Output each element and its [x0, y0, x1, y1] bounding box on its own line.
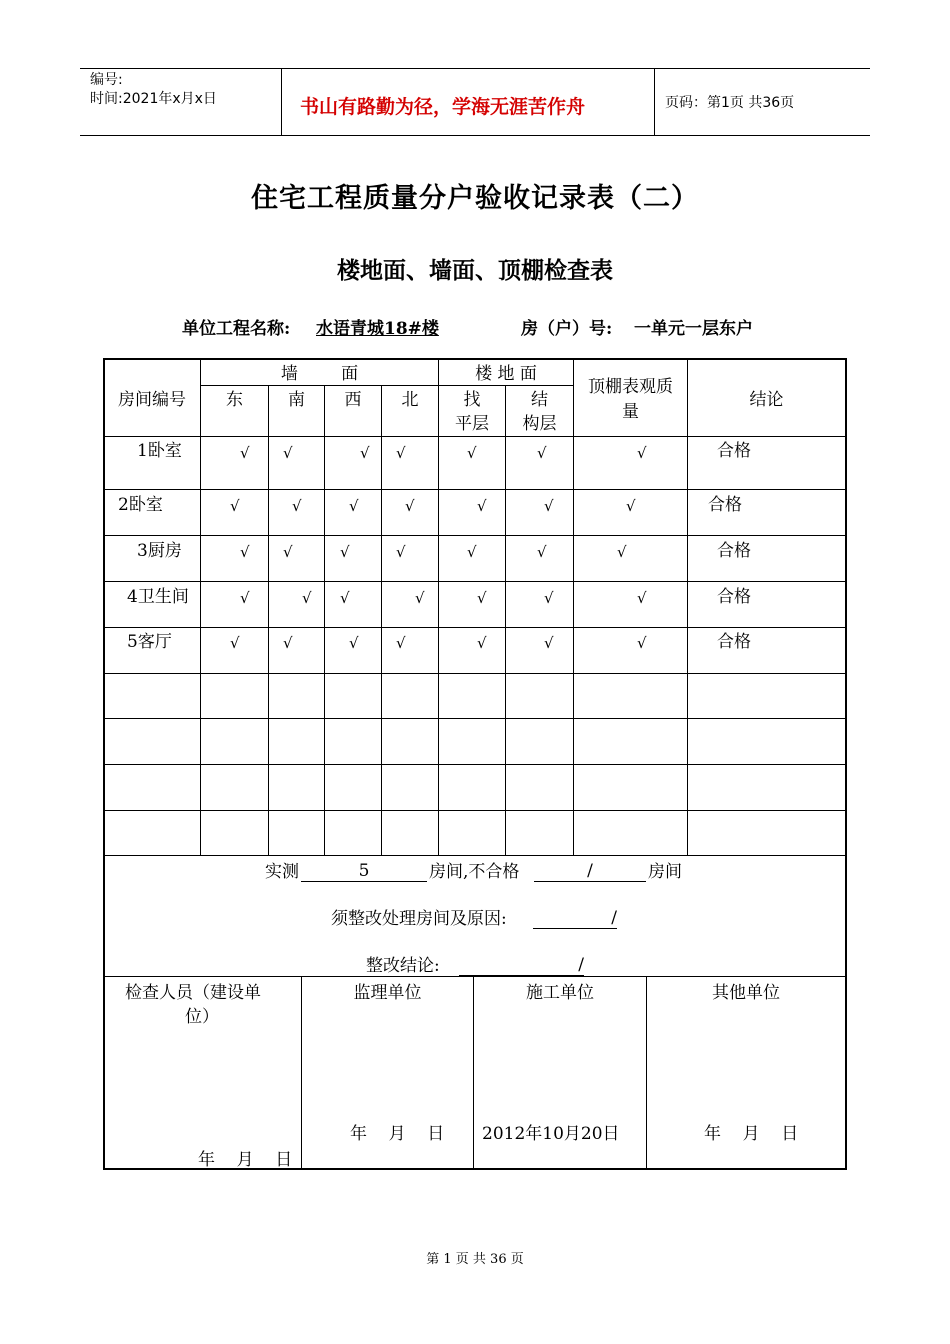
check-mark: √ [240, 543, 250, 561]
table-rule [268, 385, 269, 855]
col-header-structure-2: 构层 [522, 414, 557, 434]
check-mark: √ [240, 444, 250, 462]
rooms-unit-label: 房间 [648, 862, 682, 882]
supervisor-label: 监理单位 [353, 983, 422, 1003]
check-mark: √ [467, 543, 477, 561]
measured-rooms-value: 5 [301, 862, 427, 882]
builder-label: 施工单位 [526, 983, 594, 1003]
table-rule [103, 764, 847, 765]
row-result: 合格 [717, 441, 751, 461]
table-rule [201, 385, 573, 386]
measured-label: 实测 [265, 862, 299, 882]
col-group-floor: 楼 地 面 [475, 364, 537, 384]
col-header-leveling-2: 平层 [455, 414, 489, 434]
check-mark: √ [230, 634, 240, 652]
table-rule [324, 385, 325, 855]
table-rule [103, 581, 847, 582]
check-mark: √ [405, 497, 415, 515]
document-number-label: 编号: [90, 72, 123, 88]
col-header-structure: 结 [531, 390, 548, 410]
check-mark: √ [349, 634, 359, 652]
room-number-label: 房（户）号: [521, 319, 613, 339]
col-header-ceiling: 顶棚表观质 [588, 377, 673, 397]
table-rule [103, 976, 847, 977]
col-header-leveling: 找 [463, 390, 481, 410]
check-mark: √ [283, 444, 293, 462]
supervisor-date: 年 月 日 [350, 1124, 445, 1144]
check-mark: √ [240, 589, 250, 607]
rectify-value: / [533, 909, 617, 929]
table-rule [687, 358, 688, 855]
check-mark: √ [467, 444, 477, 462]
header-divider [654, 68, 655, 136]
table-rule [381, 385, 382, 855]
check-mark: √ [396, 634, 406, 652]
rectify-label: 须整改处理房间及原因: [331, 909, 507, 929]
builder-date: 2012年10月20日 [482, 1124, 620, 1144]
check-mark: √ [340, 589, 350, 607]
other-unit-label: 其他单位 [712, 983, 780, 1003]
col-header-west: 西 [344, 390, 362, 410]
document-time: 时间:2021年x月x日 [90, 91, 217, 107]
header-bottom-border [80, 135, 870, 136]
check-mark: √ [537, 444, 547, 462]
check-mark: √ [544, 634, 554, 652]
rectify-conclusion-label: 整改结论: [366, 956, 440, 976]
page-title: 住宅工程质量分户验收记录表（二） [251, 183, 699, 214]
row-result: 合格 [708, 495, 742, 515]
check-mark: √ [537, 543, 547, 561]
row-room-name: 1卧室 [137, 441, 182, 461]
check-mark: √ [617, 543, 627, 561]
table-rule [103, 535, 847, 536]
check-mark: √ [396, 543, 406, 561]
row-result: 合格 [717, 541, 751, 561]
header-page-info: 页码：第1页 共36页 [665, 95, 795, 111]
col-header-ceiling-2: 量 [622, 402, 639, 422]
check-mark: √ [283, 634, 293, 652]
table-rule [103, 436, 847, 437]
check-mark: √ [477, 497, 487, 515]
row-room-name: 3厨房 [137, 541, 182, 561]
row-room-name: 5客厅 [127, 632, 172, 652]
check-mark: √ [283, 543, 293, 561]
check-mark: √ [415, 589, 425, 607]
other-unit-date: 年 月 日 [704, 1124, 799, 1144]
table-rule [103, 673, 847, 674]
page-subtitle: 楼地面、墙面、顶棚检查表 [337, 257, 613, 284]
check-mark: √ [477, 634, 487, 652]
fail-rooms-value: / [534, 862, 646, 882]
check-mark: √ [544, 497, 554, 515]
room-number-value: 一单元一层东户 [634, 319, 753, 339]
table-border [103, 358, 847, 360]
table-rule [505, 385, 506, 855]
table-rule [200, 358, 201, 855]
table-rule [103, 855, 847, 856]
table-rule [103, 489, 847, 490]
check-mark: √ [230, 497, 240, 515]
col-group-wall: 墙 面 [280, 364, 359, 384]
inspector-label: 检查人员（建设单 [125, 983, 261, 1003]
check-mark: √ [360, 444, 370, 462]
check-mark: √ [637, 444, 647, 462]
table-rule [301, 976, 302, 1168]
check-mark: √ [396, 444, 406, 462]
header-divider [281, 68, 282, 136]
row-result: 合格 [717, 632, 751, 652]
col-header-conclusion: 结论 [749, 390, 784, 410]
inspector-label-2: 位） [185, 1007, 219, 1027]
table-rule [573, 358, 574, 855]
table-rule [103, 627, 847, 628]
header-motto: 书山有路勤为径，学海无涯苦作舟 [300, 96, 586, 118]
page-footer: 第 1 页 共 36 页 [426, 1252, 524, 1267]
check-mark: √ [544, 589, 554, 607]
col-header-east: 东 [226, 390, 243, 410]
check-mark: √ [626, 497, 636, 515]
col-header-north: 北 [401, 390, 419, 410]
table-rule [103, 810, 847, 811]
rectify-conclusion-value: / [459, 956, 584, 976]
table-rule [646, 976, 647, 1168]
check-mark: √ [349, 497, 359, 515]
row-result: 合格 [717, 587, 751, 607]
check-mark: √ [292, 497, 302, 515]
check-mark: √ [637, 634, 647, 652]
table-rule [103, 718, 847, 719]
header-top-border [80, 68, 870, 69]
project-name-label: 单位工程名称: [182, 319, 291, 339]
check-mark: √ [302, 589, 312, 607]
project-name-value: 水语青城18#楼 [316, 319, 439, 339]
check-mark: √ [340, 543, 350, 561]
row-room-name: 4卫生间 [127, 587, 189, 607]
col-header-south: 南 [288, 390, 305, 410]
row-room-name: 2卧室 [118, 495, 163, 515]
table-rule [473, 976, 474, 1168]
rooms-fail-label: 房间,不合格 [429, 862, 520, 882]
inspector-date: 年 月 日 [198, 1150, 293, 1170]
check-mark: √ [637, 589, 647, 607]
check-mark: √ [477, 589, 487, 607]
col-header-room: 房间编号 [118, 390, 186, 410]
